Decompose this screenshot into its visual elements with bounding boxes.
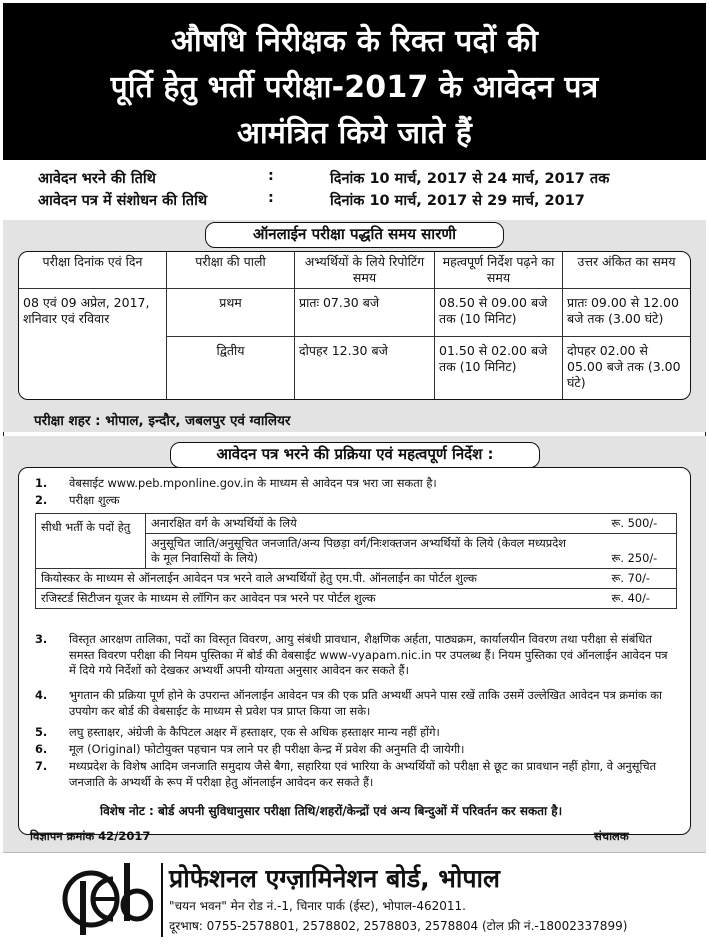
item-text: लघु हस्ताक्षर, अंग्रेजी के कैपिटल अक्षर में हस्ताक्षर, एक से अधिक हस्ताक्षर मान्य नहीं होंगे। <box>69 725 440 739</box>
item-number: 2. <box>35 493 48 507</box>
instructions-cell: 08.50 से 09.00 बजे तक (10 मिनिट) <box>435 289 563 337</box>
process-box <box>18 467 691 835</box>
date-row-application <box>0 168 709 190</box>
exam-date-cell: 08 एवं 09 अप्रेल, 2017, शनिवार एवं रविवार <box>19 289 167 399</box>
fee-label: कियोस्कर के माध्यम से ऑनलाईन आवेदन पत्र भरने वाले अभ्यर्थियों हेतु एम.पी. ऑनलाईन का पोर्टल शुल्क <box>36 569 607 589</box>
header-banner <box>3 3 706 163</box>
item-number: 5. <box>35 725 48 739</box>
exam-cities: परीक्षा शहर : भोपाल, इन्दौर, जबलपुर एवं ग्वालियर <box>34 413 291 429</box>
item-text: मध्यप्रदेश के विशेष आदिम जनजाति समुदाय जैसे बैगा, सहारिया एवं भारिया के अभ्यर्थियों को परीक्षा से छूट का प्रावधान नहीं होगा, वे अनुसूचित जनजाति के अभ्यर्थी के रूप में परीक्षा हेतु ऑनलाईन आवेदन कर सकते हैं। <box>69 759 657 789</box>
peb-logo <box>61 859 153 939</box>
fee-label: रजिस्टर्ड सिटीजन यूजर के माध्यम से लॉगिन कर आवेदन पत्र भरने पर पोर्टल शुल्क <box>36 589 607 609</box>
fee-amount: रू. 70/- <box>607 569 677 589</box>
date-colon: : <box>268 168 274 184</box>
date-label: आवेदन भरने की तिथि <box>38 171 156 187</box>
header-title-line3: आमंत्रित किये जाते हैं <box>236 116 473 151</box>
schedule-table <box>18 251 691 400</box>
fee-group-label: सीधी भर्ती के पदों हेतु <box>36 514 146 569</box>
answer-cell: प्रातः 09.00 से 12.00 बजे तक (3.00 घंटे) <box>563 289 690 337</box>
special-note: विशेष नोट : बोर्ड अपनी सुविधानुसार परीक्षा तिथि/शहरों/केन्द्रों एवं अन्य बिन्दुओं में परिवर्तन कर सकता है। <box>100 804 563 818</box>
fee-label: अनुसूचित जाति/अनुसूचित जनजाति/अन्य पिछड़ा वर्ग/निःशक्तजन अभ्यर्थियों के लिये (केवल मध्यप्रदेश के मूल निवासियों के लिये) <box>146 534 607 569</box>
header-exam-date: परीक्षा दिनांक एवं दिन <box>19 252 167 289</box>
item-number: 1. <box>35 476 48 490</box>
fee-amount: रू. 250/- <box>607 534 677 569</box>
answer-cell: दोपहर 02.00 से 05.00 बजे तक (3.00 घंटे) <box>567 343 681 390</box>
schedule-title: ऑनलाईन परीक्षा पद्धति समय सारणी <box>205 222 504 248</box>
table-row <box>36 514 677 534</box>
header-answer: उत्तर अंकित का समय <box>563 252 690 289</box>
shift-cell: द्वितीय <box>167 337 295 399</box>
date-value: दिनांक 10 मार्च, 2017 से 24 मार्च, 2017 तक <box>330 171 610 187</box>
table-row <box>36 589 677 609</box>
fee-table <box>35 513 677 609</box>
item-text: भुगतान की प्रक्रिया पूर्ण होने के उपरान्त ऑनलाईन आवेदन पत्र की एक प्रति अभ्यर्थी अपने पास रखें ताकि उसमें उल्लेखित आवेदन पत्र क्रमांक का उपयोग कर बोर्ड की वेबसाईट के माध्यम से प्रवेश पत्र प्राप्त किया जा सके। <box>69 688 663 718</box>
footer-divider <box>161 863 163 937</box>
table-row <box>36 569 677 589</box>
reporting-cell: प्रातः 07.30 बजे <box>295 289 435 337</box>
date-label: आवेदन पत्र में संशोधन की तिथि <box>38 193 208 209</box>
item-number: 7. <box>35 759 48 773</box>
date-value: दिनांक 10 मार्च, 2017 से 29 मार्च, 2017 <box>330 193 585 209</box>
item-number: 3. <box>35 632 48 646</box>
item-text: वेबसाईट www.peb.mponline.gov.in के माध्यम से आवेदन पत्र भरा जा सकता है। <box>69 476 437 490</box>
header-shift: परीक्षा की पाली <box>167 252 295 289</box>
header-instructions: महत्वपूर्ण निर्देश पढ़ने का समय <box>435 252 563 289</box>
date-row-correction <box>0 190 709 212</box>
table-row <box>19 289 690 337</box>
board-address: "चयन भवन" मेन रोड नं.-1, चिनार पार्क (ईस्ट), भोपाल-462011. <box>169 899 466 913</box>
fee-label: अनारक्षित वर्ग के अभ्यर्थियों के लिये <box>146 514 607 534</box>
fee-amount: रू. 500/- <box>607 514 677 534</box>
shift-cell: प्रथम <box>167 289 295 337</box>
header-reporting: अभ्यर्थियों के लिये रिपोटिंग समय <box>295 252 435 289</box>
item-number: 4. <box>35 688 48 702</box>
item-text: परीक्षा शुल्क <box>69 493 120 507</box>
process-title: आवेदन पत्र भरने की प्रक्रिया एवं महत्वपूर्ण निर्देश : <box>170 442 540 468</box>
fee-amount: रू. 40/- <box>607 589 677 609</box>
header-title-line2: पूर्ति हेतु भर्ती परीक्षा-2017 के आवेदन पत्र <box>110 70 599 105</box>
item-text: विस्तृत आरक्षण तालिका, पदों का विस्तृत विवरण, आयु संबंधी प्रावधान, शैक्षणिक अर्हता, पाठ्यक्रम, कार्यालयीन विवरण तथा परीक्षा से संबंधित समस्त विवरण परीक्षा की नियम पुस्तिका में बोर्ड की वेबसाईट www-vyapam.nic.in पर उपलब्ध हैं। नियम पुस्तिका एवं ऑनलाईन आवेदन पत्र में दिये गये निर्देशों को देखकर अभ्यर्थी अपनी योग्यता अनुसार आवेदन कर सकते हैं। <box>69 632 668 677</box>
item-text: मूल (Original) फोटोयुक्त पहचान पत्र लाने पर ही परीक्षा केन्द्र में प्रवेश की अनुमति दी जायेगी। <box>69 742 465 756</box>
instructions-cell: 01.50 से 02.00 बजे तक (10 मिनिट) <box>435 337 563 399</box>
board-phone: दूरभाष: 0755-2578801, 2578802, 2578803, 2578804 (टोल फ्री नं.-18002337899) <box>169 919 628 933</box>
header-title-line1: औषधि निरीक्षक के रिक्त पदों की <box>170 24 539 59</box>
board-name: प्रोफेशनल एग्ज़ामिनेशन बोर्ड, भोपाल <box>169 864 500 893</box>
signatory: संचालक <box>594 829 629 843</box>
dates-section <box>0 160 709 220</box>
date-colon: : <box>268 190 274 206</box>
item-number: 6. <box>35 742 48 756</box>
footer <box>3 852 706 942</box>
ad-number: विज्ञापन क्रमांक 42/2017 <box>30 829 151 843</box>
reporting-cell: दोपहर 12.30 बजे <box>295 337 435 399</box>
schedule-header-row <box>19 252 690 289</box>
